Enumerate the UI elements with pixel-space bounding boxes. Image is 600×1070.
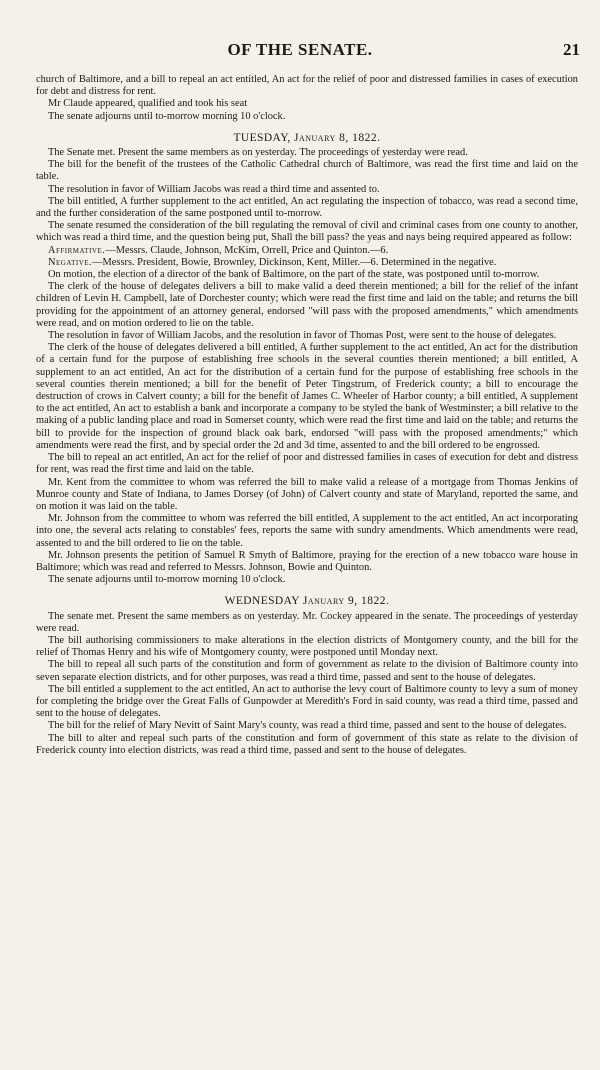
paragraph: The clerk of the house of delegates delivered a bill entitled, A further supplement to the act entitled, An act for the distribution of a certain fund for the purpose of establishing free schools in the several counties therein mentioned; a bill entitled, A supplement to an act entitled, An act for the distribution of a certain fund for the purpose of establishing free schools in the several counties therein mentioned; a bill for the benefit of Peter Tingstrum, of Frederick county; a bill to encourage the destruction of crows in Calvert county; a bill for the benefit of James C. Wheeler of Harbor county; a bill entitled, A supplement to the act entitled, An act to establish a bank and incorporate a company to be styled the bank of Westminster; a bill relative to the making of a public landing place and road in Somerset county, which were read the first time and laid on the table; and returns the bill to provide for the inspection of ground black oak bark, endorsed "will pass with the proposed amendments;" which amendments were read the first, and by special order the 2d and 3d time, assented to and the bill ordered to be engrossed. bbox=[36, 342, 578, 451]
day-name: TUESDAY, bbox=[233, 131, 291, 144]
paragraph: Mr. Kent from the committee to whom was referred the bill to make valid a release of a mortgage from Thomas Jenkins of Munroe county and State of Indiana, to James Dorsey (of John) of Calvert county and state of Maryland, reported the same, and on motion it was laid on the table. bbox=[36, 476, 578, 512]
paragraph: The bill entitled, A further supplement to the act entitled, An act regulating the inspection of tobacco, was read a second time, and the further consideration of the same postponed until to-morrow. bbox=[36, 195, 578, 220]
day-date: January 8, 1822. bbox=[293, 131, 381, 144]
page-header bbox=[0, 40, 600, 70]
day-date: January 9, 1822. bbox=[302, 595, 390, 608]
vote-affirmative bbox=[36, 245, 578, 257]
paragraph: Mr Claude appeared, qualified and took his seat bbox=[48, 98, 248, 110]
paragraph: The Senate met. Present the same members as on yesterday. The proceedings of yesterday were read. bbox=[48, 147, 468, 159]
vote-negative bbox=[36, 257, 578, 269]
paragraph: The senate adjourns until to-morrow morning 10 o'clock. bbox=[48, 574, 286, 586]
vote-label: Negative. bbox=[48, 256, 93, 268]
paragraph: The bill authorising commissioners to make alterations in the election districts of Montgomery county, and the bill for the relief of Thomas Henry and his wife of Montgomery county, were postponed until Monday next. bbox=[36, 634, 578, 659]
paragraph: Mr. Johnson from the committee to whom was referred the bill entitled, A supplement to the act entitled, An act incorporating into one, the several acts relating to constables' fees, reports the same with sundry amendments. Which amendments were read, assented to and the bill ordered to lie on the table. bbox=[36, 513, 578, 549]
paragraph: The bill for the benefit of the trustees of the Catholic Cathedral church of Baltimore, was read the first time and laid on the table. bbox=[36, 159, 578, 183]
vote-text: —Messrs. President, Bowie, Brownley, Dickinson, Kent, Miller.—6. Determined in the negative. bbox=[92, 256, 497, 268]
paragraph: Mr. Johnson presents the petition of Samuel R Smyth of Baltimore, praying for the erection of a new tobacco ware house in Baltimore; which was read and referred to Messrs. Johnson, Bowie and Quinton. bbox=[36, 549, 578, 573]
paragraph: The bill to repeal an act entitled, An act for the relief of poor and distressed families in cases of execution for debt and distress for rent, was read the first time and laid on the table. bbox=[36, 452, 578, 476]
paragraph: The bill for the relief of Mary Nevitt of Saint Mary's county, was read a third time, passed and sent to the house of delegates. bbox=[48, 720, 567, 732]
paragraph: The senate met. Present the same members as on yesterday. Mr. Cockey appeared in the senate. The proceedings of yesterday were read. bbox=[36, 610, 578, 634]
day-heading bbox=[36, 595, 578, 607]
vote-text: —Messrs. Claude, Johnson, McKim, Orrell, Price and Quinton.—6. bbox=[105, 244, 389, 256]
paragraph: The bill to alter and repeal such parts of the constitution and form of government of this state as relate to the division of Frederick county into election districts, was read a third time, passed and sent to the house of delegates. bbox=[36, 732, 578, 756]
day-heading bbox=[36, 132, 578, 144]
paragraph: The resolution in favor of William Jacobs, and the resolution in favor of Thomas Post, were sent to the house of delegates. bbox=[48, 330, 557, 342]
paragraph: The senate resumed the consideration of the bill regulating the removal of civil and criminal cases from one county to another, which was read a third time, and the question being put, Shall the bill pass? the yeas and nays being required appeared as follow: bbox=[36, 220, 578, 244]
paragraph: The bill to repeal all such parts of the constitution and form of government as relate to the division of Baltimore county into seven separate election districts, and for other purposes, was read a third time, passed and sent to the house of delegates. bbox=[36, 659, 578, 683]
paragraph: The bill entitled a supplement to the act entitled, An act to authorise the levy court of Baltimore county to levy a sum of money for completing the bridge over the Great Falls of Gunpowder at Meredith's Ford in said county, was read a third time, passed and sent to the house of delegates. bbox=[36, 683, 578, 720]
running-title: OF THE SENATE. bbox=[227, 40, 373, 59]
paragraph: The senate adjourns until to-morrow morning 10 o'clock. bbox=[48, 110, 286, 122]
paragraph: church of Baltimore, and a bill to repeal an act entitled, An act for the relief of poor and distressed families in cases of execution for debt and distress for rent. bbox=[36, 74, 578, 98]
vote-label: Affirmative. bbox=[48, 244, 106, 256]
document-body bbox=[36, 74, 578, 757]
day-name: WEDNESDAY bbox=[224, 595, 300, 608]
paragraph: The clerk of the house of delegates delivers a bill to make valid a deed therein mentioned; a bill for the relief of the infant children of Levin H. Campbell, late of Dorchester county; which were read the first time and laid on the table; and returns the bill providing for the appointment of an attorney general, endorsed "will pass with the proposed amendments," which amendments were read, and on motion ordered to lie on the table. bbox=[36, 281, 578, 329]
paragraph: On motion, the election of a director of the bank of Baltimore, on the part of the state, was postponed until to-morrow. bbox=[48, 269, 540, 281]
paragraph: The resolution in favor of William Jacobs was read a third time and assented to. bbox=[48, 183, 380, 195]
page-number: 21 bbox=[563, 40, 580, 59]
